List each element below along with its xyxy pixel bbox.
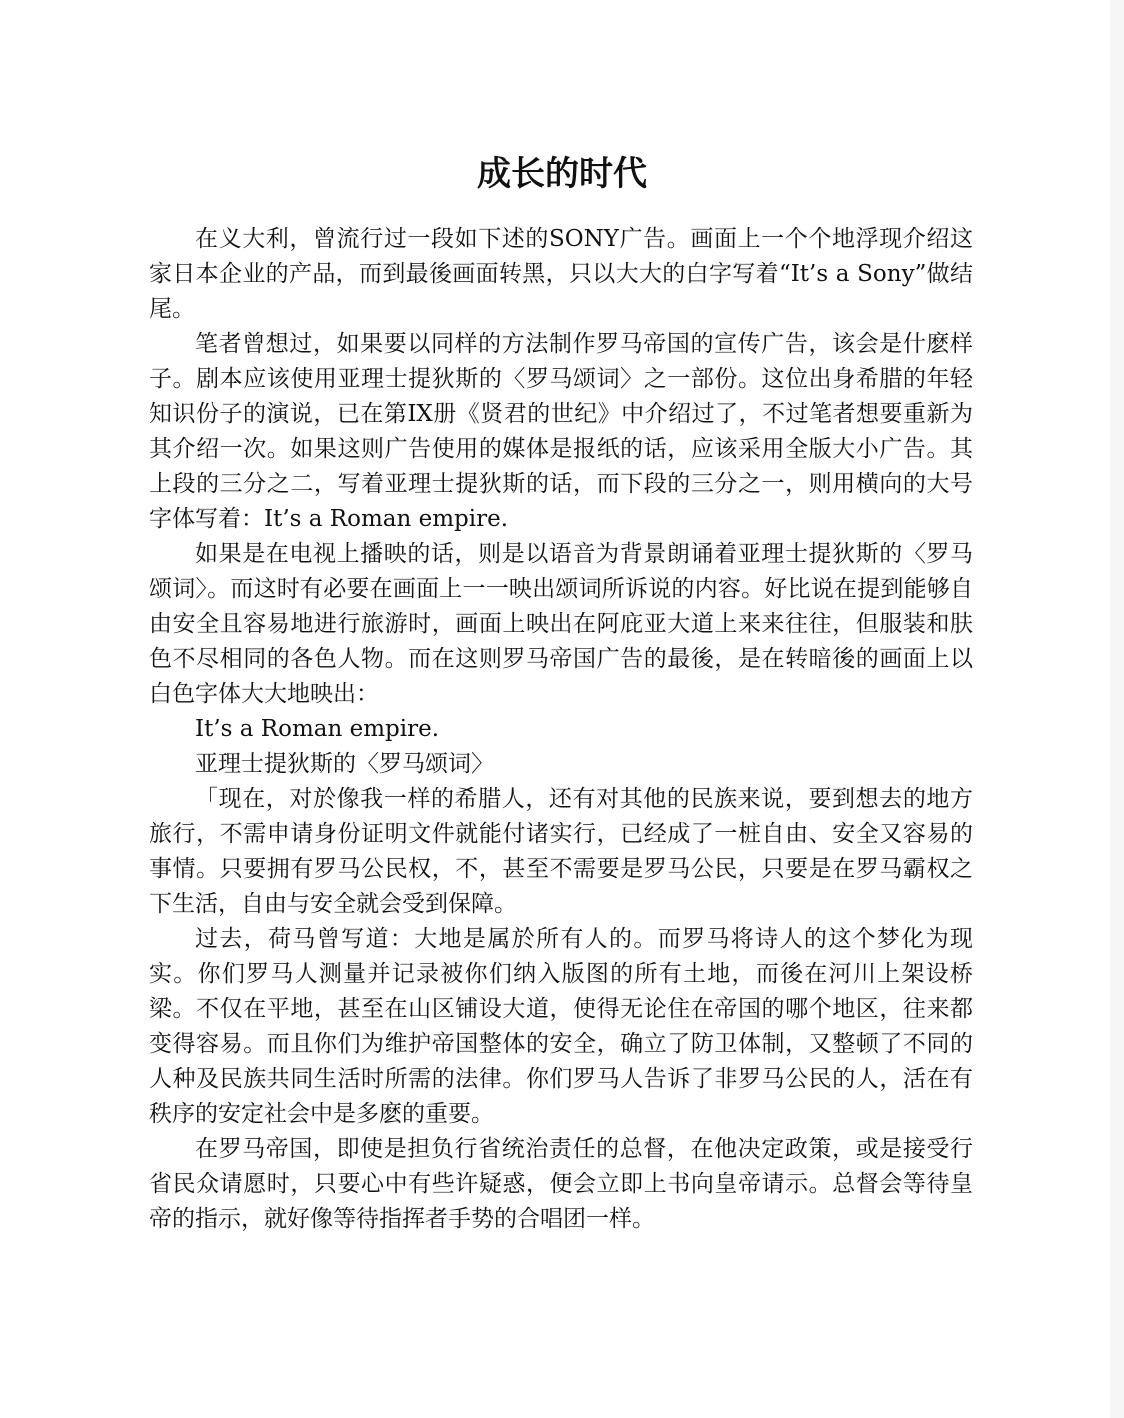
chapter-title: 成长的时代 — [477, 154, 647, 194]
page-edge — [1110, 0, 1124, 1418]
paragraph-newspaper-ad: 笔者曾想过，如果要以同样的方法制作罗马帝国的宣传广告，该会是什麽样子。剧本应该使用亚理士提狄斯的〈罗马颂词〉之一部份。这位出身希腊的年轻知识份子的演说，已在第IX册《贤君的世纪》中介绍过了，不过笔者想要重新为其介绍一次。如果这则广告使用的媒体是报纸的话，应该采用全版大小广告。其上段的三分之二，写着亚理士提狄斯的话，而下段的三分之一，则用横向的大号字体写着：It’s a Roman empire. — [149, 331, 973, 532]
quote-paragraph-governor: 在罗马帝国，即使是担负行省统治责任的总督，在他决定政策，或是接受行省民众请愿时，只要心中有些许疑惑，便会立即上书向皇帝请示。总督会等待皇帝的指示，就好像等待指挥者手势的合唱团一样。 — [149, 1136, 973, 1232]
body-text — [149, 222, 973, 1237]
paragraph-tv-ad: 如果是在电视上播映的话，则是以语音为背景朗诵着亚理士提狄斯的〈罗马颂词〉。而这时有必要在画面上一一映出颂词所诉说的内容。好比说在提到能够自由安全且容易地进行旅游时，画面上映出在阿庇亚大道上来来往往，但服装和肤色不尽相同的各色人物。而在这则罗马帝国广告的最後，是在转暗後的画面上以白色字体大大地映出： — [149, 541, 973, 707]
paragraph-sony-ad: 在义大利，曾流行过一段如下述的SONY广告。画面上一个个地浮现介绍这家日本企业的产品，而到最後画面转黑，只以大大的白字写着“It’s a Sony”做结尾。 — [149, 226, 973, 322]
slogan-line: It’s a Roman empire. — [195, 716, 440, 742]
quote-paragraph-freedom: 「现在，对於像我一样的希腊人，还有对其他的民族来说，要到想去的地方旅行，不需申请身份证明文件就能付诸实行，已经成了一桩自由、安全又容易的事情。只要拥有罗马公民权，不，甚至不需要是罗马公民，只要是在罗马霸权之下生活，自由与安全就会受到保障。 — [149, 786, 973, 917]
quote-heading: 亚理士提狄斯的〈罗马颂词〉 — [195, 751, 494, 777]
quote-paragraph-homer: 过去，荷马曾写道：大地是属於所有人的。而罗马将诗人的这个梦化为现实。你们罗马人测量并记录被你们纳入版图的所有土地，而後在河川上架设桥梁。不仅在平地，甚至在山区铺设大道，使得无论住在帝国的哪个地区，往来都变得容易。而且你们为维护帝国整体的安全，确立了防卫体制，又整顿了不同的人种及民族共同生活时所需的法律。你们罗马人告诉了非罗马公民的人，活在有秩序的安定社会中是多麽的重要。 — [149, 926, 973, 1127]
